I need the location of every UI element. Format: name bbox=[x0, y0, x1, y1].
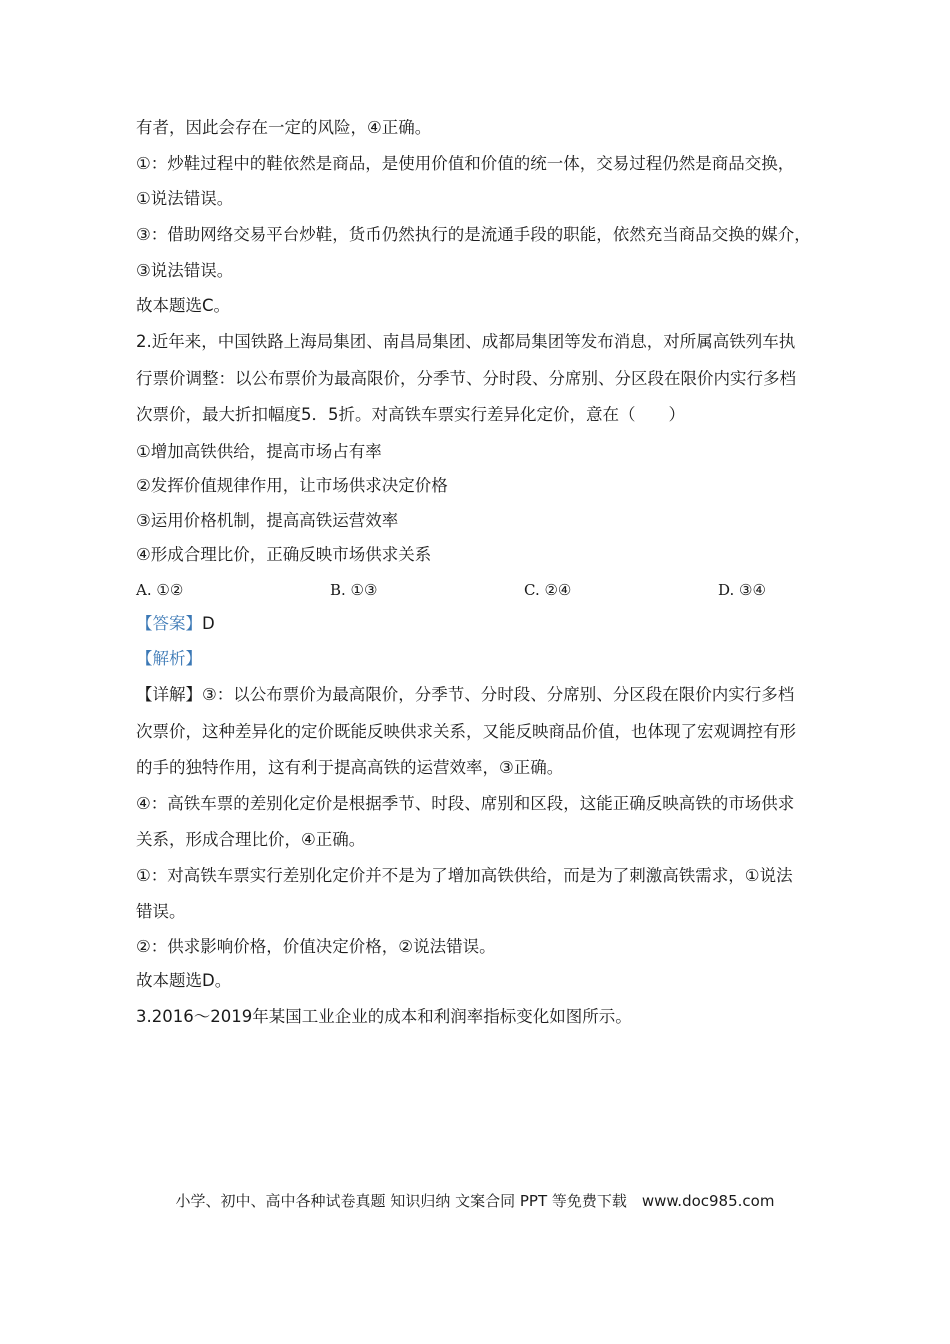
text-line: 有者，因此会存在一定的风险，④正确。 bbox=[136, 118, 432, 137]
statement-item: ④形成合理比价，正确反映市场供求关系 bbox=[136, 545, 432, 564]
statement-item: ③运用价格机制，提高高铁运营效率 bbox=[136, 511, 399, 530]
question-3-line: 3.2016～2019年某国工业企业的成本和利润率指标变化如图所示。 bbox=[136, 1007, 632, 1026]
detail-line: 次票价，这种差异化的定价既能反映供求关系，又能反映商品价值，也体现了宏观调控有形 bbox=[136, 722, 796, 741]
text-line: ①：炒鞋过程中的鞋依然是商品，是使用价值和价值的统一体，交易过程仍然是商品交换， bbox=[136, 154, 795, 173]
detail-line bbox=[136, 684, 794, 706]
answer-line bbox=[136, 613, 215, 635]
text-line: ③说法错误。 bbox=[136, 261, 234, 280]
text-line: ③：借助网络交易平台炒鞋，货币仍然执行的是流通手段的职能，依然充当商品交换的媒介， bbox=[136, 225, 811, 244]
statement-item: ②发挥价值规律作用，让市场供求决定价格 bbox=[136, 476, 448, 495]
question-2-line: 行票价调整：以公布票价为最高限价，分季节、分时段、分席别、分区段在限价内实行多档 bbox=[136, 369, 796, 388]
option-b: B. ①③ bbox=[330, 581, 378, 599]
detail-tag: 【详解】 bbox=[136, 685, 202, 704]
detail-line: 故本题选D。 bbox=[136, 971, 232, 990]
detail-line: ④：高铁车票的差别化定价是根据季节、时段、席别和区段，这能正确反映高铁的市场供求 bbox=[136, 794, 795, 813]
answer-value: D bbox=[202, 614, 215, 633]
detail-line: ②：供求影响价格，价值决定价格，②说法错误。 bbox=[136, 937, 496, 956]
text-line: 故本题选C。 bbox=[136, 296, 231, 315]
statement-item: ①增加高铁供给，提高市场占有率 bbox=[136, 442, 382, 461]
analysis-tag: 【解析】 bbox=[136, 649, 202, 668]
answer-tag: 【答案】 bbox=[136, 614, 202, 633]
detail-text: ③：以公布票价为最高限价，分季节、分时段、分席别、分区段在限价内实行多档 bbox=[202, 685, 795, 704]
detail-line: 关系，形成合理比价，④正确。 bbox=[136, 830, 366, 849]
text-line: ①说法错误。 bbox=[136, 189, 234, 208]
detail-line: 错误。 bbox=[136, 902, 186, 921]
question-2-line: 2.近年来，中国铁路上海局集团、南昌局集团、成都局集团等发布消息，对所属高铁列车执 bbox=[136, 332, 796, 351]
option-d: D. ③④ bbox=[718, 581, 766, 599]
page-footer: 小学、初中、高中各种试卷真题 知识归纳 文案合同 PPT 等免费下载 www.doc985.com bbox=[175, 1192, 775, 1210]
detail-line: 的手的独特作用，这有利于提高高铁的运营效率，③正确。 bbox=[136, 758, 564, 777]
detail-line: ①：对高铁车票实行差别化定价并不是为了增加高铁供给，而是为了刺激高铁需求，①说法 bbox=[136, 866, 793, 885]
option-c: C. ②④ bbox=[524, 581, 572, 599]
option-a: A. ①② bbox=[136, 581, 184, 599]
question-2-line: 次票价，最大折扣幅度5．5折。对高铁车票实行差异化定价，意在（ ） bbox=[136, 405, 685, 424]
analysis-line bbox=[136, 648, 202, 670]
